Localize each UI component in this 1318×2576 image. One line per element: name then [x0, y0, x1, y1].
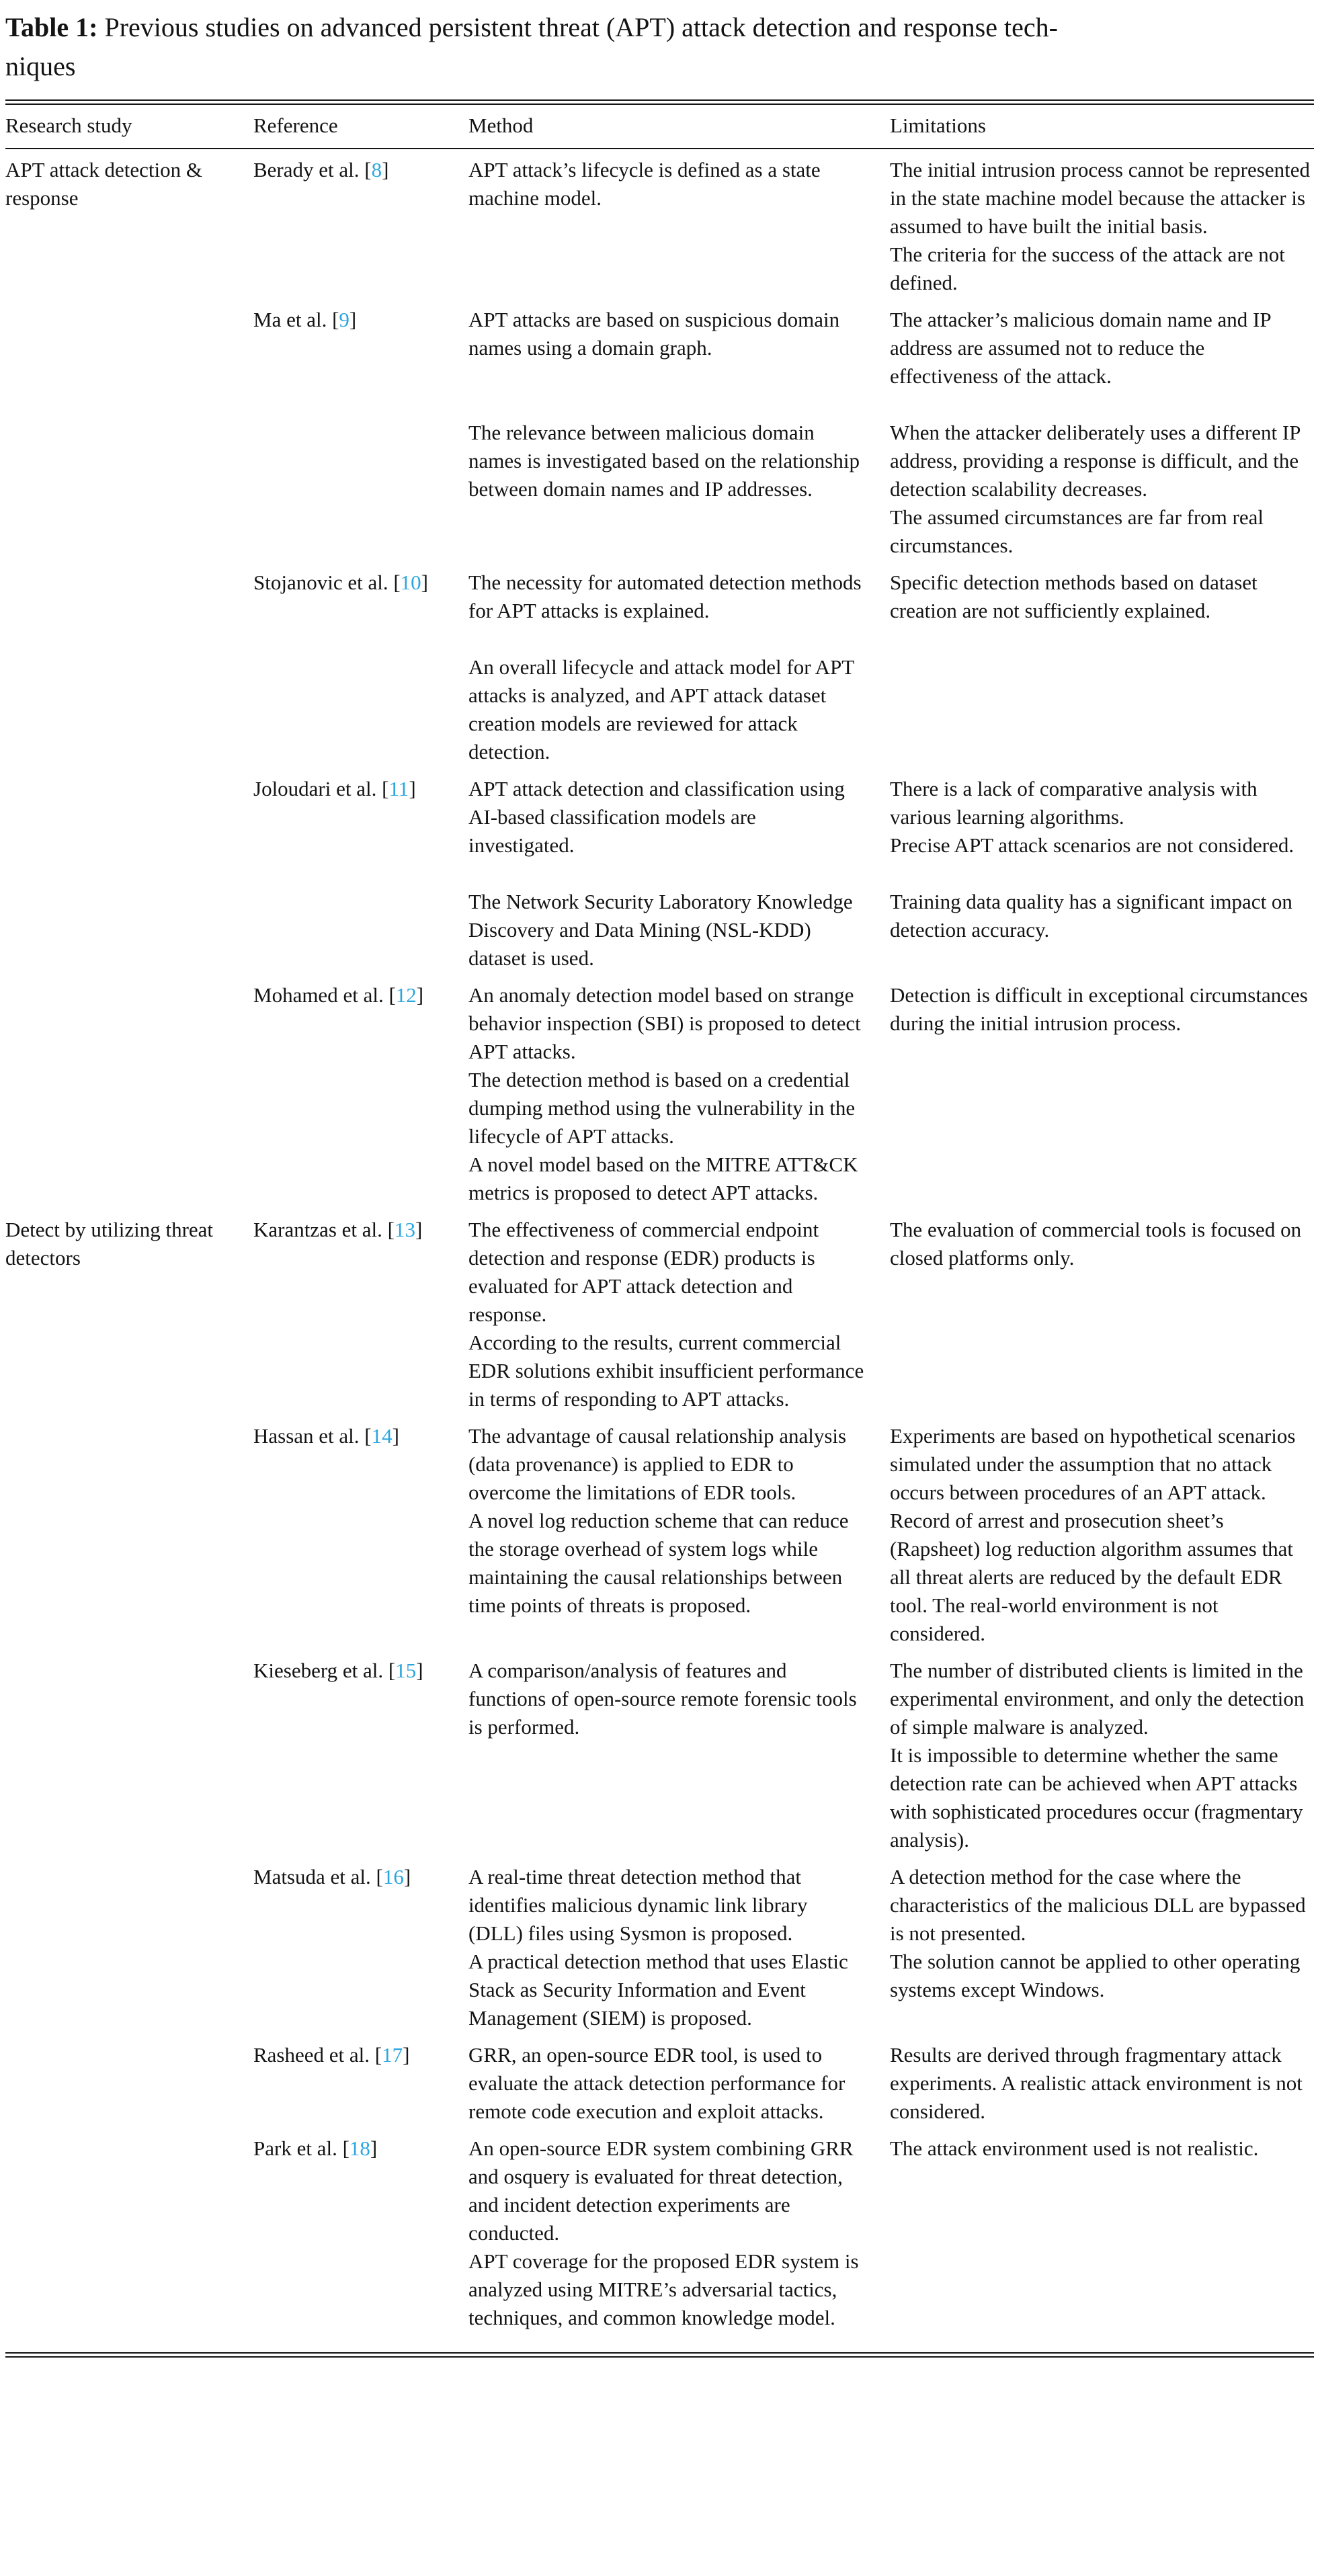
method-cell — [468, 390, 890, 560]
research-study-label: APT attack detection & response — [5, 158, 202, 210]
limitations-cell — [890, 1207, 1314, 1413]
research-study-cell — [5, 766, 253, 860]
citation-link[interactable]: 9 — [339, 308, 349, 331]
limitations-cell — [890, 1854, 1314, 2032]
reference-cell — [253, 297, 468, 390]
citation-link[interactable]: 15 — [395, 1659, 417, 1682]
method-cell — [468, 972, 890, 1207]
research-study-label: Detect by utilizing threat detectors — [5, 1218, 214, 1270]
limitations-cell — [890, 1648, 1314, 1854]
reference-cell — [253, 560, 468, 625]
reference-bracket: ] — [382, 158, 389, 181]
reference-cell — [253, 156, 468, 297]
limitations-cell — [890, 1413, 1314, 1648]
reference-label: Ma et al. [ — [253, 308, 339, 331]
research-study-cell — [5, 390, 253, 560]
method-cell — [468, 156, 890, 297]
method-paragraph: A practical detection method that uses Elastic Stack as Security Information and Event Management (SIEM) is proposed. — [468, 1950, 848, 2030]
table-top-rule — [5, 99, 1314, 105]
research-study-cell — [5, 860, 253, 972]
method-paragraph: The effectiveness of commercial endpoint detection and response (EDR) products is evaluated for APT attack detection and response. — [468, 1218, 819, 1326]
limitations-cell — [890, 390, 1314, 560]
reference-bracket: ] — [403, 1865, 411, 1888]
column-header-limitations: Limitations — [890, 114, 986, 137]
table-header-row — [5, 105, 1314, 148]
reference-label: Hassan et al. [ — [253, 1424, 372, 1448]
citation-link[interactable]: 16 — [382, 1865, 404, 1888]
reference-bracket: ] — [403, 2043, 410, 2067]
method-cell — [468, 860, 890, 972]
reference-bracket: ] — [409, 777, 416, 800]
reference-bracket: ] — [349, 308, 357, 331]
research-study-cell — [5, 1648, 253, 1854]
limitation-paragraph: There is a lack of comparative analysis with various learning algorithms. — [890, 777, 1258, 829]
research-study-cell — [5, 972, 253, 1207]
research-study-cell — [5, 2126, 253, 2332]
reference-bracket: ] — [370, 2136, 378, 2160]
research-study-cell — [5, 2032, 253, 2126]
method-cell — [468, 1648, 890, 1854]
method-cell — [468, 2126, 890, 2332]
limitations-cell — [890, 2126, 1314, 2332]
limitation-paragraph: Training data quality has a significant impact on detection accuracy. — [890, 890, 1292, 942]
method-cell — [468, 560, 890, 625]
citation-link[interactable]: 8 — [371, 158, 382, 181]
column-header-reference: Reference — [253, 114, 338, 137]
citation-link[interactable]: 17 — [382, 2043, 403, 2067]
method-paragraph: An overall lifecycle and attack model for APT attacks is analyzed, and APT attack dataset creation models are reviewed for attack detection. — [468, 655, 854, 763]
limitation-paragraph: When the attacker deliberately uses a different IP address, providing a response is difficult, and the detection scalability decreases. — [890, 421, 1301, 501]
limitations-cell — [890, 156, 1314, 297]
limitation-paragraph: Experiments are based on hypothetical scenarios simulated under the assumption that no attack occurs between procedures of an APT attack. — [890, 1424, 1296, 1504]
column-header-method: Method — [468, 114, 534, 137]
reference-cell — [253, 1207, 468, 1413]
limitation-paragraph: Detection is difficult in exceptional circumstances during the initial intrusion process. — [890, 983, 1308, 1035]
limitation-paragraph: Precise APT attack scenarios are not considered. — [890, 833, 1294, 857]
column-header-research-study: Research study — [5, 114, 132, 137]
limitations-cell — [890, 2032, 1314, 2126]
reference-label: Kieseberg et al. [ — [253, 1659, 396, 1682]
research-study-cell — [5, 1207, 253, 1413]
table-title-text: Previous studies on advanced persistent threat (APT) attack detection and response tech- — [97, 12, 1058, 42]
citation-link[interactable]: 11 — [388, 777, 409, 800]
reference-cell — [253, 625, 468, 766]
limitation-paragraph: Specific detection methods based on dataset creation are not sufficiently explained. — [890, 571, 1258, 622]
limitations-cell — [890, 297, 1314, 390]
reference-bracket: ] — [415, 1218, 423, 1241]
limitations-cell — [890, 766, 1314, 860]
method-paragraph: The Network Security Laboratory Knowledge Discovery and Data Mining (NSL-KDD) dataset is used. — [468, 890, 853, 970]
method-paragraph: A real-time threat detection method that identifies malicious dynamic link library (DLL) files using Sysmon is proposed. — [468, 1865, 808, 1945]
method-paragraph: The detection method is based on a credential dumping method using the vulnerability in the lifecycle of APT attacks. — [468, 1068, 856, 1148]
reference-label: Joloudari et al. [ — [253, 777, 389, 800]
limitation-paragraph: The attack environment used is not realistic. — [890, 2136, 1259, 2160]
reference-cell — [253, 1648, 468, 1854]
method-paragraph: The advantage of causal relationship analysis (data provenance) is applied to EDR to overcome the limitations of EDR tools. — [468, 1424, 847, 1504]
limitations-cell — [890, 972, 1314, 1207]
reference-bracket: ] — [416, 1659, 423, 1682]
research-study-cell — [5, 625, 253, 766]
research-study-cell — [5, 1854, 253, 2032]
limitation-paragraph: The attacker’s malicious domain name and IP address are assumed not to reduce the effectiveness of the attack. — [890, 308, 1271, 388]
limitation-paragraph: The evaluation of commercial tools is focused on closed platforms only. — [890, 1218, 1302, 1270]
table-bottom-rule — [5, 2352, 1314, 2358]
method-paragraph: An anomaly detection model based on strange behavior inspection (SBI) is proposed to detect APT attacks. — [468, 983, 861, 1063]
method-paragraph: The necessity for automated detection methods for APT attacks is explained. — [468, 571, 862, 622]
limitation-paragraph: The solution cannot be applied to other operating systems except Windows. — [890, 1950, 1301, 2001]
limitation-paragraph: Results are derived through fragmentary attack experiments. A realistic attack environment is not considered. — [890, 2043, 1303, 2123]
method-paragraph: The relevance between malicious domain names is investigated based on the relationship between domain names and IP addresses. — [468, 421, 860, 501]
citation-link[interactable]: 14 — [371, 1424, 393, 1448]
method-paragraph: APT attacks are based on suspicious domain names using a domain graph. — [468, 308, 840, 360]
research-study-cell — [5, 560, 253, 625]
method-paragraph: GRR, an open-source EDR tool, is used to evaluate the attack detection performance for remote code execution and exploit attacks. — [468, 2043, 846, 2123]
method-cell — [468, 625, 890, 766]
research-study-cell — [5, 156, 253, 297]
limitation-paragraph: It is impossible to determine whether the same detection rate can be achieved when APT attacks with sophisticated procedures occur (fragmentary analysis). — [890, 1743, 1303, 1852]
reference-label: Park et al. [ — [253, 2136, 349, 2160]
limitations-cell — [890, 625, 1314, 766]
method-cell — [468, 766, 890, 860]
limitation-paragraph: The initial intrusion process cannot be represented in the state machine model because the attacker is assumed to have built the initial basis. — [890, 158, 1310, 238]
method-paragraph: A comparison/analysis of features and functions of open-source remote forensic tools is performed. — [468, 1659, 857, 1739]
reference-label: Stojanovic et al. [ — [253, 571, 401, 594]
reference-cell — [253, 2126, 468, 2332]
reference-bracket: ] — [392, 1424, 399, 1448]
method-paragraph: According to the results, current commercial EDR solutions exhibit insufficient performance in terms of responding to APT attacks. — [468, 1331, 864, 1411]
method-paragraph: APT attack detection and classification using AI-based classification models are investigated. — [468, 777, 845, 857]
limitation-paragraph: The number of distributed clients is limited in the experimental environment, and only the detection of simple malware is analyzed. — [890, 1659, 1305, 1739]
citation-link[interactable]: 13 — [395, 1218, 415, 1241]
method-cell — [468, 2032, 890, 2126]
method-cell — [468, 1413, 890, 1648]
table-body — [5, 149, 1314, 2343]
limitation-paragraph: Record of arrest and prosecution sheet’s (Rapsheet) log reduction algorithm assumes that all threat alerts are reduced by the default EDR tool. The real-world environment is not considered. — [890, 1509, 1294, 1645]
limitation-paragraph: A detection method for the case where the characteristics of the malicious DLL are bypassed is not presented. — [890, 1865, 1306, 1945]
reference-cell — [253, 390, 468, 560]
method-cell — [468, 297, 890, 390]
method-paragraph: A novel log reduction scheme that can reduce the storage overhead of system logs while maintaining the causal relationships between time points of threats is proposed. — [468, 1509, 849, 1617]
method-paragraph: An open-source EDR system combining GRR and osquery is evaluated for threat detection, and incident detection experiments are conducted. — [468, 2136, 854, 2245]
limitation-paragraph: The assumed circumstances are far from real circumstances. — [890, 505, 1264, 557]
reference-cell — [253, 1854, 468, 2032]
citation-link[interactable]: 18 — [349, 2136, 370, 2160]
reference-label: Rasheed et al. [ — [253, 2043, 382, 2067]
reference-cell — [253, 972, 468, 1207]
limitations-cell — [890, 860, 1314, 972]
method-cell — [468, 1854, 890, 2032]
table-title-label: Table 1: — [5, 12, 98, 42]
reference-cell — [253, 2032, 468, 2126]
method-paragraph: A novel model based on the MITRE ATT&CK metrics is proposed to detect APT attacks. — [468, 1153, 858, 1204]
method-cell — [468, 1207, 890, 1413]
reference-bracket: ] — [421, 571, 428, 594]
table-title-text-line2: niques — [5, 51, 76, 81]
citation-link[interactable]: 10 — [400, 571, 421, 594]
reference-label: Berady et al. [ — [253, 158, 372, 181]
limitation-paragraph: The criteria for the success of the attack are not defined. — [890, 243, 1285, 294]
table-title — [5, 8, 1314, 86]
citation-link[interactable]: 12 — [395, 983, 417, 1007]
method-paragraph: APT attack’s lifecycle is defined as a state machine model. — [468, 158, 821, 210]
limitations-cell — [890, 560, 1314, 625]
research-study-cell — [5, 297, 253, 390]
reference-label: Matsuda et al. [ — [253, 1865, 383, 1888]
reference-cell — [253, 1413, 468, 1648]
reference-cell — [253, 766, 468, 860]
reference-label: Mohamed et al. [ — [253, 983, 396, 1007]
research-study-cell — [5, 1413, 253, 1648]
reference-cell — [253, 860, 468, 972]
reference-label: Karantzas et al. [ — [253, 1218, 395, 1241]
method-paragraph: APT coverage for the proposed EDR system is analyzed using MITRE’s adversarial tactics, techniques, and common knowledge model. — [468, 2249, 859, 2329]
reference-bracket: ] — [416, 983, 424, 1007]
